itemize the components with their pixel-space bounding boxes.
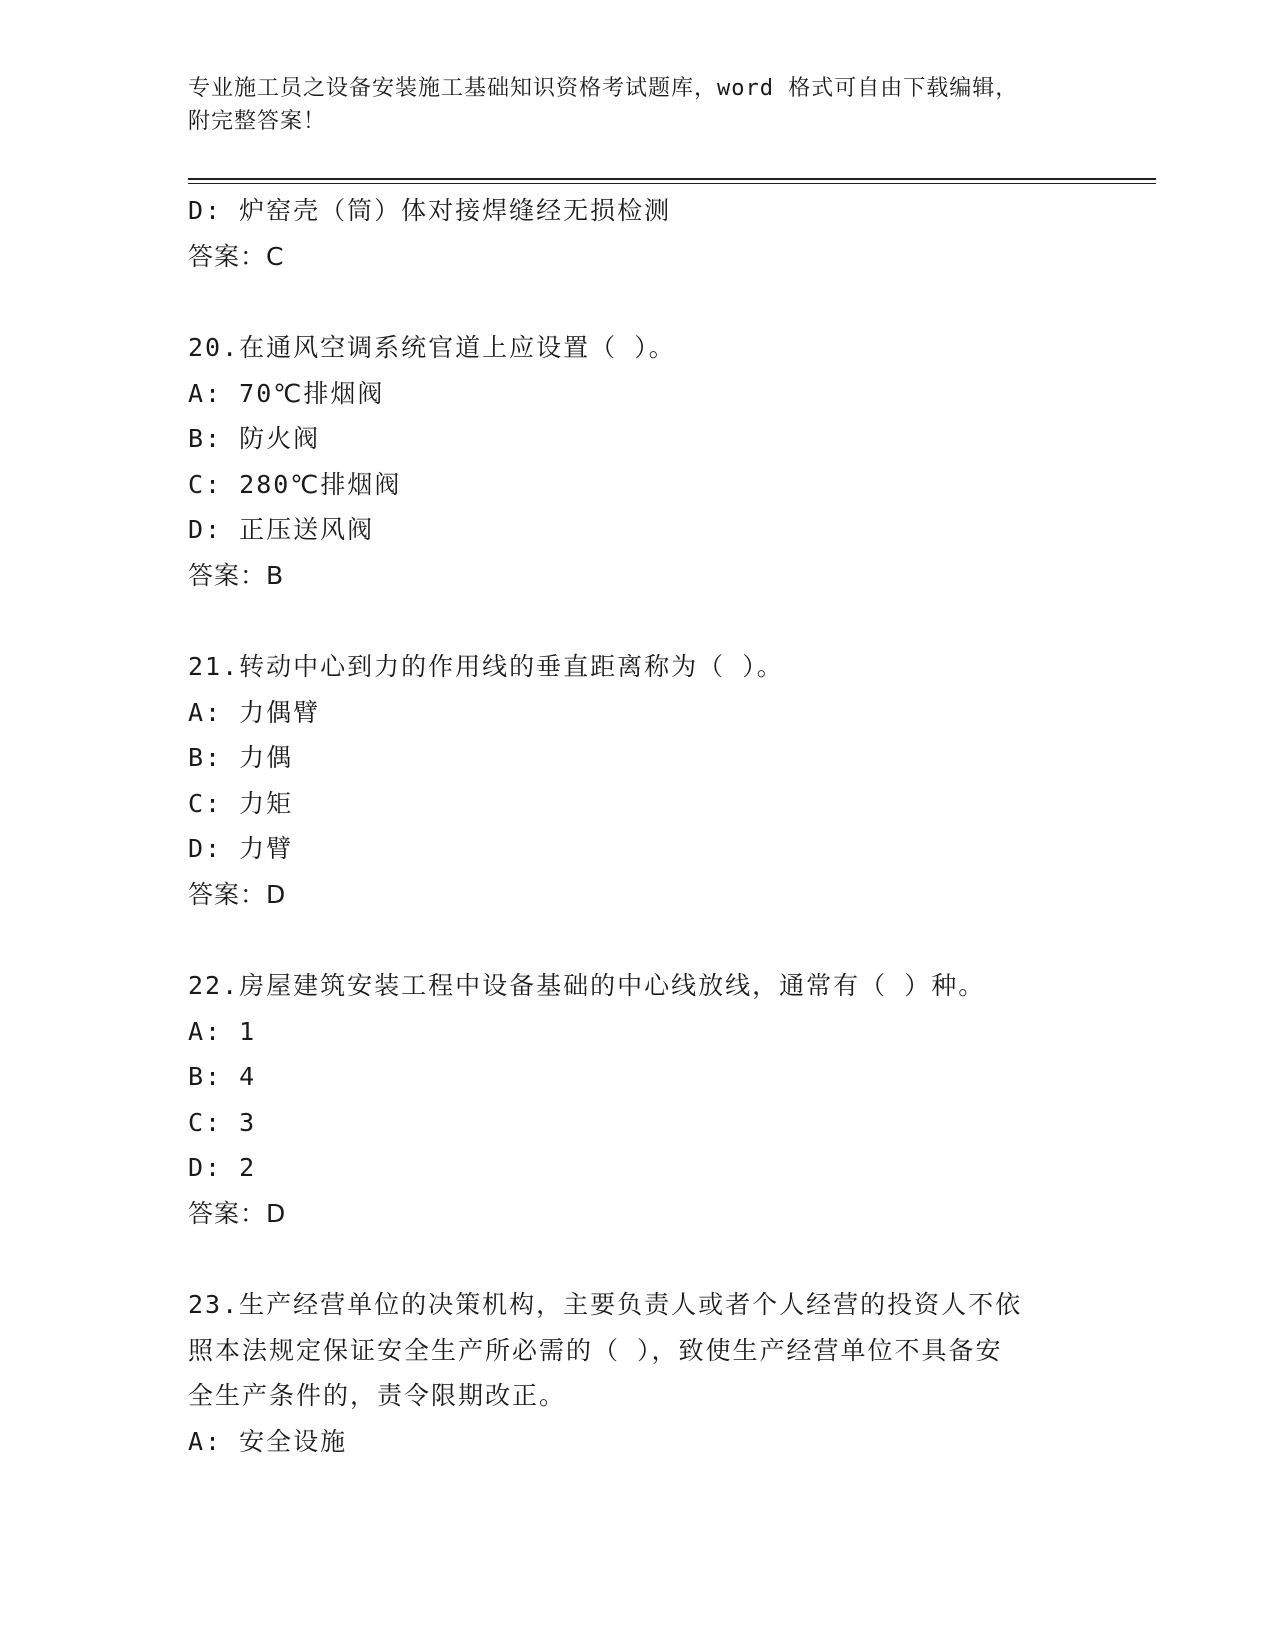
question-23 <box>188 1282 1088 1464</box>
header-divider-thin <box>188 183 1156 184</box>
option-d: D: 正压送风阀 <box>188 515 375 544</box>
option-b: B: 4 <box>188 1062 257 1091</box>
spacer <box>188 1236 1088 1282</box>
question-22 <box>188 963 1088 1236</box>
question-stem: 22.房屋建筑安装工程中设备基础的中心线放线，通常有（ ）种。 <box>188 971 986 1000</box>
question-stem-line-3: 全生产条件的，责令限期改正。 <box>188 1381 567 1410</box>
header-line-1: 专业施工员之设备安装施工基础知识资格考试题库，word 格式可自由下载编辑， <box>188 76 1019 101</box>
option-d: D: 2 <box>188 1153 257 1182</box>
document-header <box>188 72 1068 138</box>
spacer <box>188 279 1088 325</box>
option-a: A: 70℃排烟阀 <box>188 378 385 408</box>
spacer <box>188 598 1088 644</box>
question-stem-line-2: 照本法规定保证安全生产所必需的（ ），致使生产经营单位不具备安 <box>188 1335 1003 1365</box>
option-a: A: 安全设施 <box>188 1426 348 1456</box>
question-21 <box>188 644 1088 917</box>
answer-line: 答案：D <box>188 1198 287 1228</box>
answer-line: 答案：B <box>188 560 285 590</box>
option-a: A: 1 <box>188 1016 257 1046</box>
question-stem: 21.转动中心到力的作用线的垂直距离称为（ ）。 <box>188 652 784 681</box>
option-d: D: 力臂 <box>188 834 294 863</box>
option-b: B: 防火阀 <box>188 424 321 453</box>
option-c: C: 力矩 <box>188 788 294 818</box>
option-c: C: 280℃排烟阀 <box>188 469 402 499</box>
question-stem: 20.在通风空调系统官道上应设置（ ）。 <box>188 333 676 362</box>
question-20 <box>188 325 1088 598</box>
spacer <box>188 917 1088 963</box>
question-list <box>188 188 1088 1464</box>
header-divider <box>188 178 1156 180</box>
option-d: D: 炉窑壳（筒）体对接焊缝经无损检测 <box>188 196 672 225</box>
question-stem-line-1: 23.生产经营单位的决策机构，主要负责人或者个人经营的投资人不依 <box>188 1290 1023 1319</box>
answer-line: 答案：D <box>188 879 287 909</box>
header-line-2: 附完整答案！ <box>188 109 327 134</box>
option-b: B: 力偶 <box>188 743 294 772</box>
answer-line: 答案：C <box>188 241 285 271</box>
option-a: A: 力偶臂 <box>188 697 321 727</box>
option-c: C: 3 <box>188 1107 257 1137</box>
